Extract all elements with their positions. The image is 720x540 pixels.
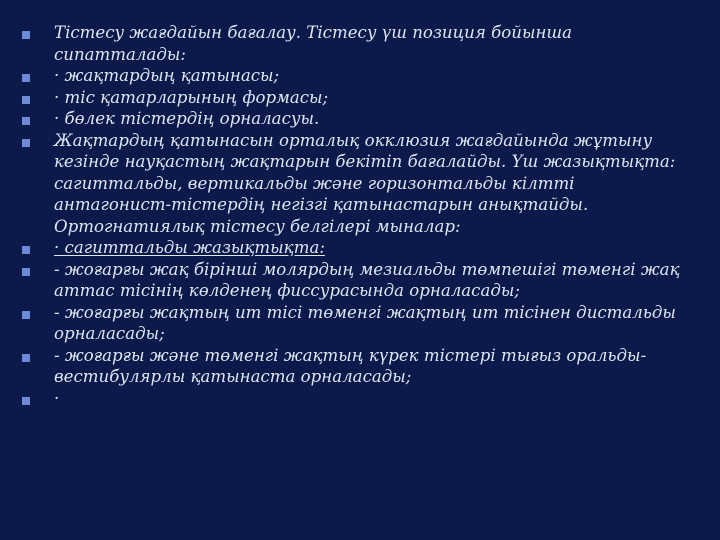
bullet-text: · bbox=[54, 388, 60, 408]
bullet-list bbox=[22, 22, 690, 409]
bullet-text: - жоғарғы және төменгі жақтың күрек тістері тығыз оральды-вестибулярлы қатынаста орналасады; bbox=[54, 345, 647, 386]
bullet-text: Жақтардың қатынасын орталық окклюзия жағдайында жұтыну кезінде науқастың жақтарын бекітіп бағалайды. Үш жазықтықта: сагиттальды, вертикальды және горизонтальды кілтті антагонист-тістердің негізгі қатынастарын анықтайды. Ортогнатиялық тістесу белгілері мыналар: bbox=[54, 130, 676, 236]
square-bullet-icon bbox=[22, 139, 30, 147]
bullet-item bbox=[22, 65, 690, 87]
square-bullet-icon bbox=[22, 246, 30, 254]
bullet-text: · жақтардың қатынасы; bbox=[54, 66, 280, 85]
square-bullet-icon bbox=[22, 397, 30, 405]
bullet-item bbox=[22, 345, 690, 388]
bullet-text: - жоғарғы жақ бірінші молярдың мезиальды төмпешігі төменгі жақ аттас тісінің көлденең фиссурасында орналасады; bbox=[54, 259, 680, 300]
square-bullet-icon bbox=[22, 74, 30, 82]
square-bullet-icon bbox=[22, 354, 30, 362]
bullet-item bbox=[22, 259, 690, 302]
square-bullet-icon bbox=[22, 31, 30, 39]
bullet-item bbox=[22, 237, 690, 259]
bullet-item bbox=[22, 22, 690, 65]
square-bullet-icon bbox=[22, 311, 30, 319]
bullet-item bbox=[22, 130, 690, 238]
bullet-item bbox=[22, 108, 690, 130]
bullet-text: - жоғарғы жақтың ит тісі төменгі жақтың ит тісінен дистальды орналасады; bbox=[54, 302, 676, 343]
square-bullet-icon bbox=[22, 96, 30, 104]
bullet-item bbox=[22, 388, 690, 410]
square-bullet-icon bbox=[22, 268, 30, 276]
bullet-text: · бөлек тістердің орналасуы. bbox=[54, 109, 320, 128]
bullet-text: Тістесу жағдайын бағалау. Тістесу үш позиция бойынша сипатталады: bbox=[54, 23, 572, 64]
bullet-text: · тіс қатарларының формасы; bbox=[54, 87, 329, 107]
bullet-item bbox=[22, 302, 690, 345]
bullet-text-underlined: · сагиттальды жазықтықта: bbox=[54, 238, 325, 257]
bullet-item bbox=[22, 87, 690, 109]
square-bullet-icon bbox=[22, 117, 30, 125]
